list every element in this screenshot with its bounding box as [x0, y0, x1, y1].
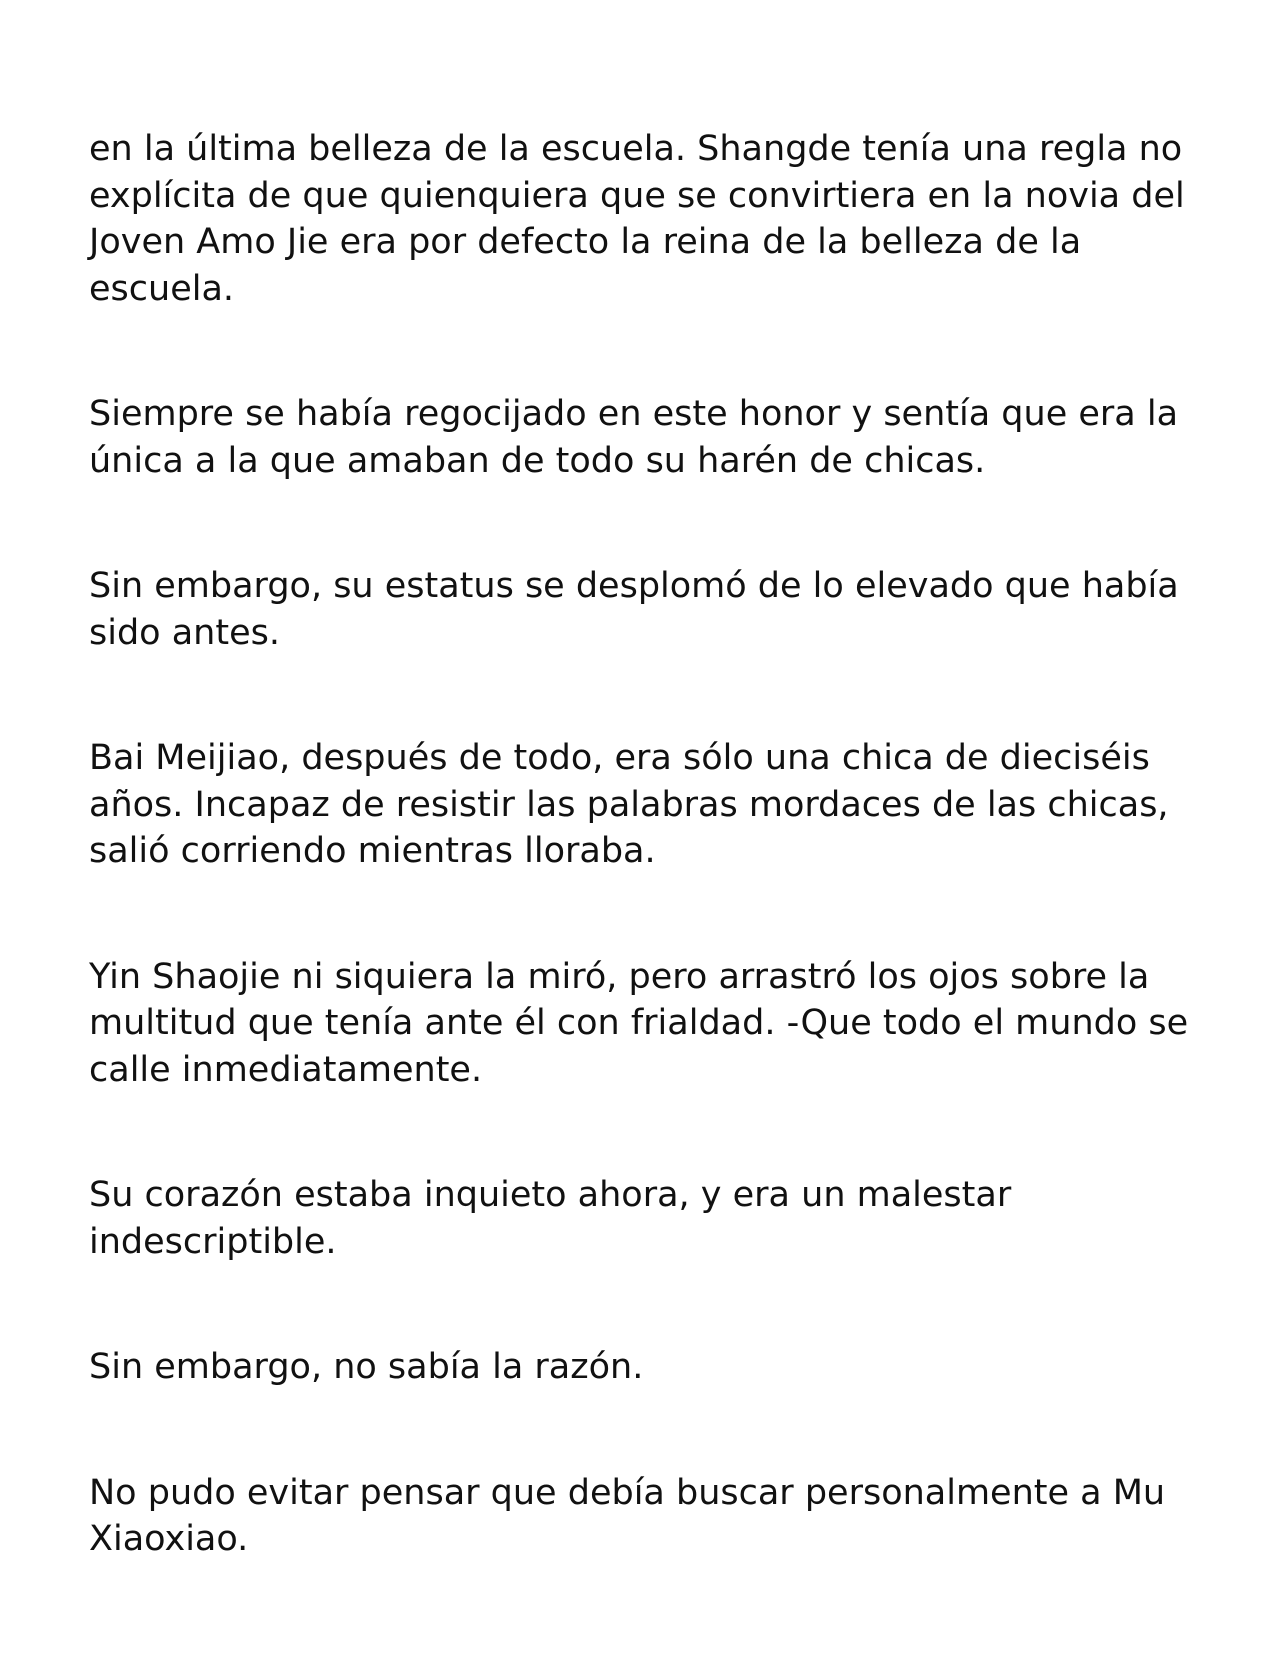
paragraph-4: Bai Meijiao, después de todo, era sólo una chica de dieciséis años. Incapaz de resistir las palabras mordaces de las chicas, salió corriendo mientras lloraba. [89, 738, 1169, 871]
paragraph-8: No pudo evitar pensar que debía buscar personalmente a Mu Xiaoxiao. [89, 1472, 1166, 1559]
paragraph-2: Siempre se había regocijado en este honor y sentía que era la única a la que amaban de todo su harén de chicas. [89, 394, 1179, 481]
paragraph-7: Sin embargo, no sabía la razón. [89, 1347, 644, 1387]
paragraph-6: Su corazón estaba inquieto ahora, y era un malestar indescriptible. [89, 1175, 1012, 1262]
paragraph-5: Yin Shaojie ni siquiera la miró, pero arrastró los ojos sobre la multitud que tenía ante él con frialdad. -Que todo el mundo se calle inmediatamente. [89, 956, 1189, 1090]
document-body [89, 126, 1219, 1563]
paragraph-3: Sin embargo, su estatus se desplomó de lo elevado que había sido antes. [89, 566, 1179, 653]
paragraph-1: en la última belleza de la escuela. Shangde tenía una regla no explícita de que quienquiera que se convirtiera en la novia del Joven Amo Jie era por defecto la reina de la belleza de la escuela. [89, 129, 1185, 309]
